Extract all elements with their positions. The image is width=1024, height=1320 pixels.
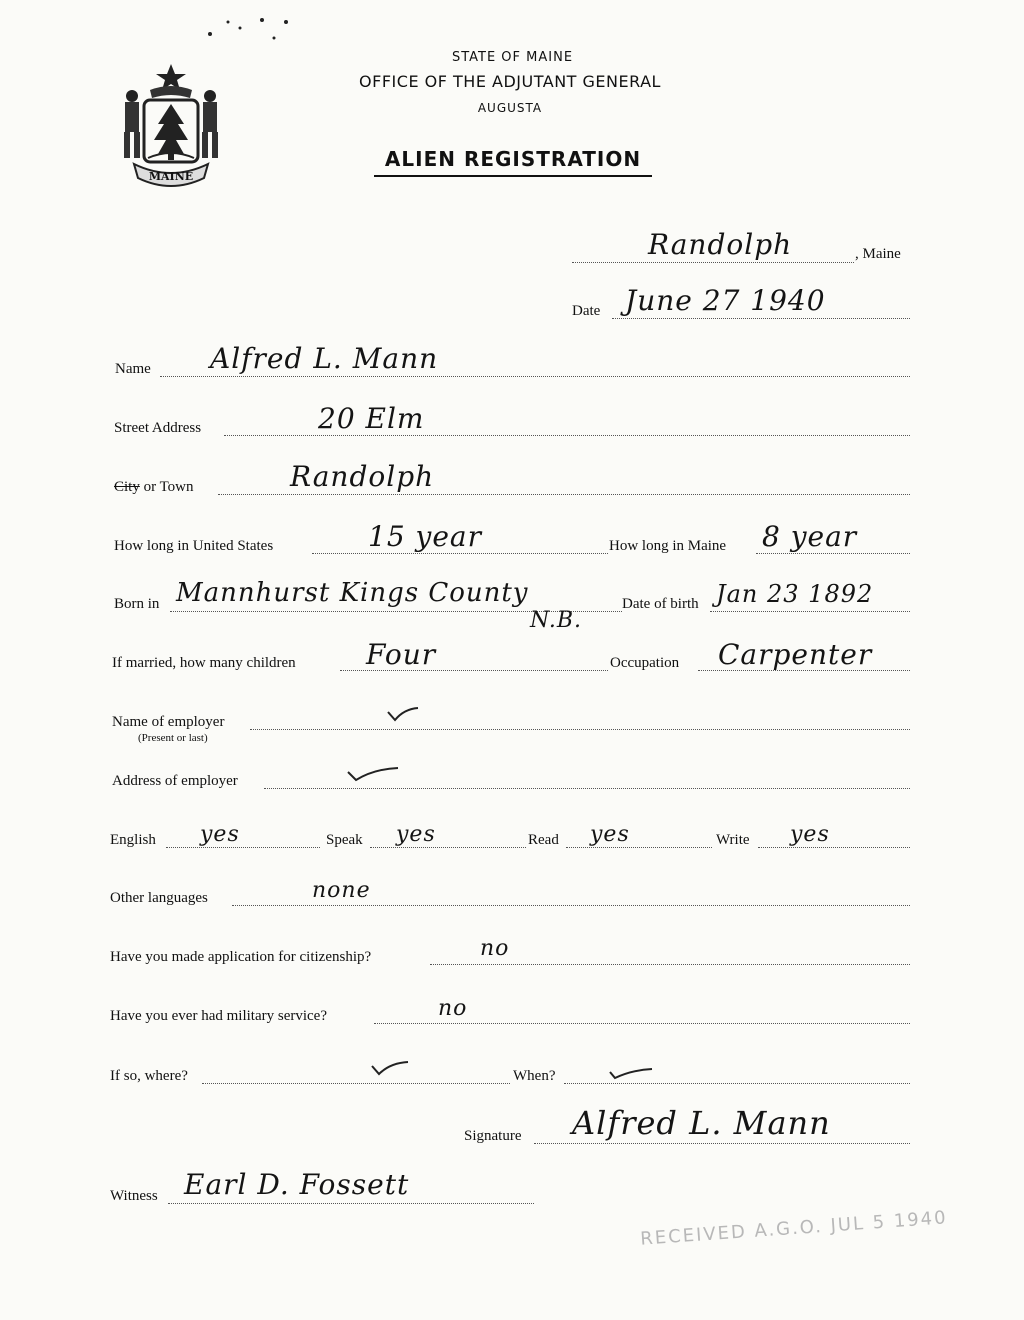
state-seal-icon <box>112 60 230 188</box>
dob-label: Date of birth <box>622 596 699 612</box>
children-value: Four <box>366 638 437 671</box>
witness-value: Earl D. Fossett <box>184 1168 410 1201</box>
speak-value: yes <box>396 822 436 847</box>
seal-banner-text: MAINE <box>148 170 194 183</box>
how-long-maine-value: 8 year <box>762 520 858 553</box>
signature-label: Signature <box>464 1128 522 1144</box>
occupation-label: Occupation <box>610 655 680 671</box>
citizenship-line <box>430 964 910 965</box>
born-in-value: Mannhurst Kings County <box>176 578 529 608</box>
form-title: ALIEN REGISTRATION <box>384 147 642 171</box>
where-label: If so, where? <box>110 1068 188 1084</box>
title-underline <box>374 175 652 177</box>
checkmark-icon <box>346 766 400 782</box>
read-label: Read <box>528 832 559 848</box>
city-town-label <box>114 479 194 496</box>
header-office: OFFICE OF THE ADJUTANT GENERAL <box>359 72 661 91</box>
street-value: 20 Elm <box>318 402 425 435</box>
born-in-label: Born in <box>114 596 160 612</box>
employer-name-line <box>250 729 910 730</box>
witness-line <box>168 1203 534 1204</box>
how-long-maine-label: How long in Maine <box>609 538 727 554</box>
occupation-value: Carpenter <box>718 638 873 671</box>
citizenship-label: Have you made application for citizenship? <box>110 949 372 965</box>
witness-label: Witness <box>110 1188 158 1204</box>
military-label: Have you ever had military service? <box>110 1008 327 1024</box>
date-label: Date <box>572 303 601 319</box>
children-label: If married, how many children <box>112 655 296 671</box>
employer-address-line <box>264 788 910 789</box>
city-town-line <box>218 494 910 495</box>
date-line <box>612 318 910 319</box>
other-languages-label: Other languages <box>110 890 208 906</box>
employer-name-sublabel: (Present or last) <box>138 732 208 744</box>
name-value: Alfred L. Mann <box>210 342 439 375</box>
write-value: yes <box>790 822 830 847</box>
employer-name-label: Name of employer <box>112 714 225 730</box>
dob-value: Jan 23 1892 <box>716 580 874 608</box>
signature-value: Alfred L. Mann <box>572 1104 831 1142</box>
name-label: Name <box>115 361 151 377</box>
speak-label: Speak <box>326 832 363 848</box>
how-long-us-line <box>312 553 608 554</box>
received-stamp: RECEIVED A.G.O. JUL 5 1940 <box>639 1207 949 1250</box>
when-line <box>564 1083 910 1084</box>
name-line <box>160 376 910 377</box>
place-value: Randolph <box>648 228 793 261</box>
checkmark-icon <box>386 706 420 722</box>
city-town-value: Randolph <box>290 460 435 493</box>
other-languages-line <box>232 905 910 906</box>
place-line <box>572 262 854 263</box>
english-line <box>166 847 320 848</box>
write-line <box>758 847 910 848</box>
date-value: June 27 1940 <box>625 284 826 317</box>
english-label: English <box>110 832 156 848</box>
checkmark-icon <box>608 1064 654 1080</box>
speak-line <box>370 847 526 848</box>
military-value: no <box>438 996 468 1021</box>
where-line <box>202 1083 510 1084</box>
checkmark-icon <box>370 1060 410 1076</box>
read-value: yes <box>590 822 630 847</box>
employer-address-label: Address of employer <box>112 773 238 789</box>
read-line <box>566 847 712 848</box>
write-label: Write <box>716 832 750 848</box>
street-label: Street Address <box>114 420 202 436</box>
other-languages-value: none <box>312 878 371 903</box>
street-line <box>224 435 910 436</box>
header-state: STATE OF MAINE <box>451 50 574 65</box>
town-label: or Town <box>139 479 194 495</box>
citizenship-value: no <box>480 936 510 961</box>
dob-line <box>710 611 910 612</box>
military-line <box>374 1023 910 1024</box>
place-suffix: , Maine <box>855 246 901 262</box>
how-long-maine-line <box>756 553 910 554</box>
how-long-us-label: How long in United States <box>114 538 274 554</box>
how-long-us-value: 15 year <box>368 520 482 553</box>
english-value: yes <box>200 822 240 847</box>
when-label: When? <box>513 1068 556 1084</box>
city-struck-label: City <box>114 479 140 495</box>
born-in-province: N.B. <box>530 608 582 633</box>
header-city: AUGUSTA <box>477 101 543 115</box>
signature-line <box>534 1143 910 1144</box>
